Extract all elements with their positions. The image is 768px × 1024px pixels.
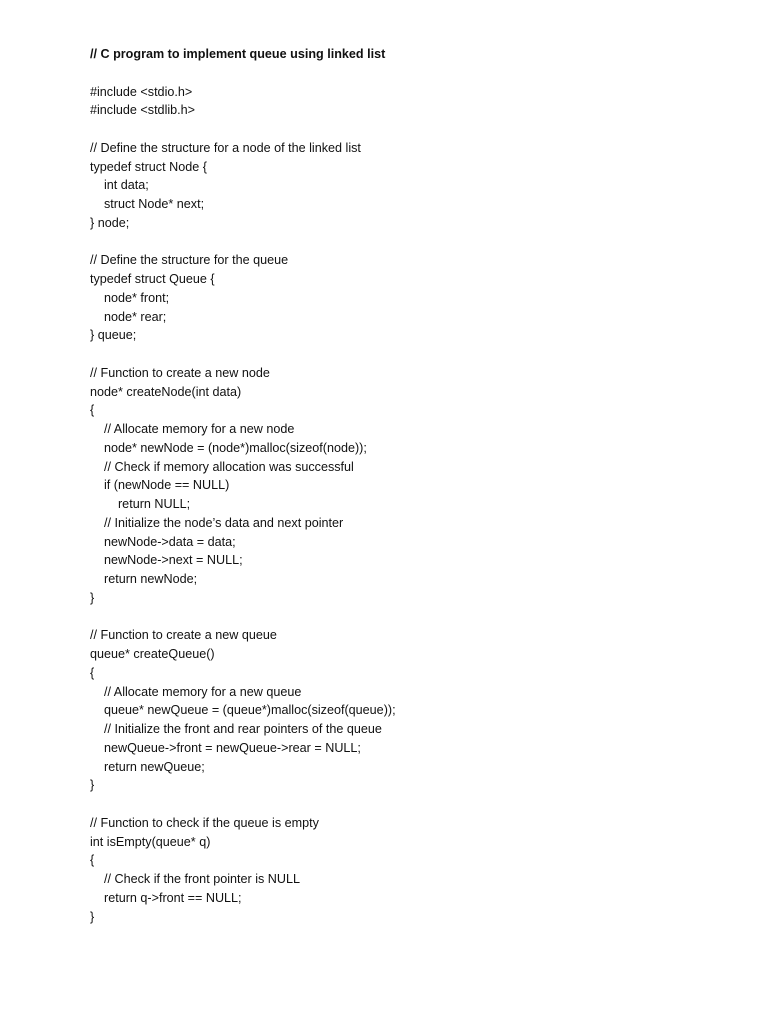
code-listing bbox=[90, 45, 730, 926]
blank-line bbox=[90, 795, 730, 814]
code-line: typedef struct Queue { bbox=[90, 272, 215, 286]
code-line: // Allocate memory for a new node bbox=[90, 422, 295, 436]
code-line: newNode->data = data; bbox=[90, 534, 236, 549]
blank-line bbox=[90, 233, 730, 252]
code-line: return q->front == NULL; bbox=[90, 890, 242, 905]
blank-line bbox=[90, 120, 730, 139]
code-line: // Check if the front pointer is NULL bbox=[90, 872, 300, 886]
code-line: typedef struct Node { bbox=[90, 159, 207, 174]
code-line: newNode->next = NULL; bbox=[90, 553, 243, 568]
code-line: } bbox=[90, 778, 95, 793]
code-line: // Initialize the node’s data and next pointer bbox=[90, 515, 344, 530]
code-line: // Define the structure for a node of the linked list bbox=[90, 140, 361, 155]
code-line: node* rear; bbox=[90, 309, 167, 324]
code-line: node* front; bbox=[90, 290, 170, 305]
code-line: { bbox=[90, 853, 95, 868]
code-line: return newNode; bbox=[90, 572, 198, 586]
code-line: node* newNode = (node*)malloc(sizeof(node)); bbox=[90, 440, 367, 455]
code-line: // Function to create a new node bbox=[90, 365, 270, 380]
code-line: #include <stdio.h> bbox=[90, 84, 193, 99]
code-line: { bbox=[90, 665, 95, 680]
blank-line bbox=[90, 608, 730, 627]
code-line: int isEmpty(queue* q) bbox=[90, 834, 211, 849]
blank-line bbox=[90, 64, 730, 83]
code-line: #include <stdlib.h> bbox=[90, 103, 196, 118]
code-line: queue* newQueue = (queue*)malloc(sizeof(queue)); bbox=[90, 703, 396, 718]
code-line: } bbox=[90, 909, 95, 924]
code-line: } node; bbox=[90, 215, 130, 230]
code-line: } queue; bbox=[90, 328, 137, 343]
code-line: return newQueue; bbox=[90, 759, 205, 774]
document-title: // C program to implement queue using linked list bbox=[90, 47, 386, 61]
code-line: return NULL; bbox=[90, 497, 191, 511]
code-line: queue* createQueue() bbox=[90, 647, 215, 661]
code-line: int data; bbox=[90, 178, 149, 193]
code-line: // Function to create a new queue bbox=[90, 628, 277, 643]
code-line: { bbox=[90, 403, 95, 418]
code-line: // Check if memory allocation was successful bbox=[90, 459, 354, 474]
code-line: if (newNode == NULL) bbox=[90, 478, 230, 493]
code-line: // Initialize the front and rear pointers of the queue bbox=[90, 722, 382, 736]
code-line: struct Node* next; bbox=[90, 197, 205, 211]
code-line: // Define the structure for the queue bbox=[90, 253, 289, 268]
blank-line bbox=[90, 345, 730, 364]
code-line: // Function to check if the queue is empty bbox=[90, 815, 319, 830]
code-line: // Allocate memory for a new queue bbox=[90, 684, 302, 699]
code-line: newQueue->front = newQueue->rear = NULL; bbox=[90, 740, 361, 755]
code-line: node* createNode(int data) bbox=[90, 384, 242, 399]
code-line: } bbox=[90, 590, 95, 605]
